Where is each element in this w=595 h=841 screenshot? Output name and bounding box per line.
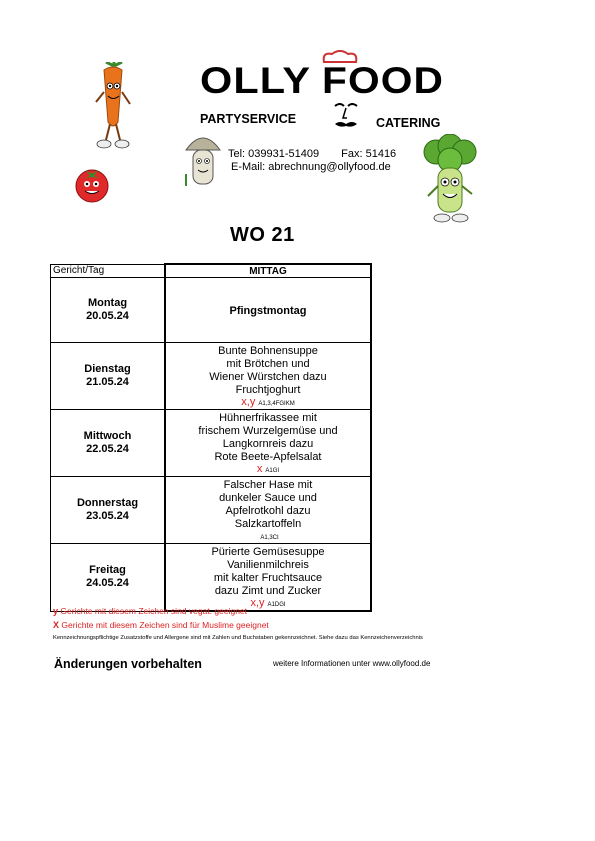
day-cell: [51, 278, 166, 343]
contact-email: E-Mail: abrechnung@ollyfood.de: [231, 161, 391, 173]
table-row-tuesday: [51, 343, 372, 410]
dish-cell: [165, 278, 371, 343]
day-cell: [51, 544, 166, 612]
menu-table: [50, 263, 372, 612]
dish-line: Pürierte Gemüsesuppe: [211, 546, 325, 558]
table-row-friday: [51, 544, 372, 612]
dish-line: mit Brötchen und: [226, 358, 310, 370]
day-date: 21.05.24: [86, 376, 129, 388]
day-cell: [51, 343, 166, 410]
mushroom-mascot-icon: [184, 130, 222, 188]
dish-line: dazu Zimt und Zucker: [214, 585, 322, 597]
brand-name-olly: OLLY: [200, 60, 312, 101]
dish-line: mit kalter Fruchtsauce: [213, 572, 323, 584]
table-row-monday: [51, 278, 372, 343]
dish-cell: [165, 544, 371, 612]
legend-x-text: Gerichte mit diesem Zeichen sind für Muslime geeignet: [61, 620, 269, 630]
dish-line: Bunte Bohnensuppe: [218, 345, 318, 357]
tomato-mascot-icon: [72, 164, 112, 204]
dish-line: Salzkartoffeln: [234, 518, 302, 530]
legend-y-text: Gerichte mit diesem Zeichen sind vegat. geeignet: [60, 606, 248, 616]
dish-line: Rote Beete-Apfelsalat: [214, 451, 322, 463]
holiday-label: Pfingstmontag: [229, 305, 307, 317]
carrot-mascot-icon: [92, 62, 134, 150]
legend-y-symbol: y: [53, 606, 59, 616]
day-date: 22.05.24: [86, 443, 129, 455]
partyservice-label: PARTYSERVICE: [200, 112, 297, 126]
day-date: 20.05.24: [86, 310, 129, 322]
phone-number: Tel: 039931-51409: [228, 148, 320, 160]
day-name: Mittwoch: [83, 430, 132, 442]
day-name: Donnerstag: [76, 497, 139, 509]
table-header-row: [51, 264, 372, 278]
day-name: Freitag: [89, 564, 126, 577]
day-date: 24.05.24: [86, 577, 129, 590]
dish-line: Fruchtjoghurt: [235, 384, 301, 396]
diet-marks: x: [256, 463, 263, 475]
day-cell: [51, 477, 166, 544]
dish-cell: [165, 343, 371, 410]
allergen-note: Kennzeichnungspflichtige Zusatzstoffe und Allergene sind mit Zahlen und Buchstaben gekennzeichnet. Siehe dazu das Kennzeichenverzeichnis: [53, 635, 423, 641]
allergen-codes: A1DGI: [267, 602, 286, 608]
day-name: Dienstag: [84, 363, 131, 375]
week-title: WO 21: [230, 224, 295, 246]
dish-line: Vanilienmilchreis: [227, 559, 309, 571]
day-cell: [51, 410, 166, 477]
column-header-day: Gericht/Tag: [51, 264, 166, 278]
contact-phone-fax: [228, 148, 396, 160]
allergen-codes: A1,3CI: [260, 535, 279, 541]
column-header-lunch: MITTAG: [165, 264, 371, 278]
dish-line: Apfelrotkohl dazu: [225, 505, 311, 517]
dish-line: frischem Wurzelgemüse und: [198, 425, 338, 437]
dish-line: Wiener Würstchen dazu: [209, 371, 327, 383]
dish-cell: [165, 477, 371, 544]
dish-line: Langkornreis dazu: [222, 438, 314, 450]
catering-label: CATERING: [376, 116, 441, 130]
dish-line: Hühnerfrikassee mit: [219, 412, 317, 424]
changes-reserved-note: Änderungen vorbehalten: [54, 657, 202, 671]
legend-muslim: [53, 620, 269, 630]
day-date: 23.05.24: [86, 510, 129, 522]
table-row-wednesday: [51, 410, 372, 477]
brand-name-food: FOOD: [322, 60, 444, 101]
day-name: Montag: [87, 297, 128, 309]
fax-number: Fax: 51416: [341, 148, 397, 160]
diet-marks: x,y: [241, 396, 256, 408]
legend-vegetarian: [53, 606, 247, 616]
legend-x-symbol: X: [53, 620, 60, 630]
allergen-codes: A1GI: [265, 468, 280, 474]
chef-face-icon: [332, 100, 360, 136]
table-row-thursday: [51, 477, 372, 544]
dish-cell: [165, 410, 371, 477]
allergen-codes: A1,3,4FGIKM: [258, 401, 295, 407]
dish-line: Falscher Hase mit: [223, 479, 313, 491]
more-info-link-text: weitere Informationen unter www.ollyfood.de: [273, 659, 431, 668]
diet-marks: x,y: [250, 597, 265, 609]
broccoli-mascot-icon: [420, 134, 480, 226]
dish-line: dunkeler Sauce und: [219, 492, 317, 504]
